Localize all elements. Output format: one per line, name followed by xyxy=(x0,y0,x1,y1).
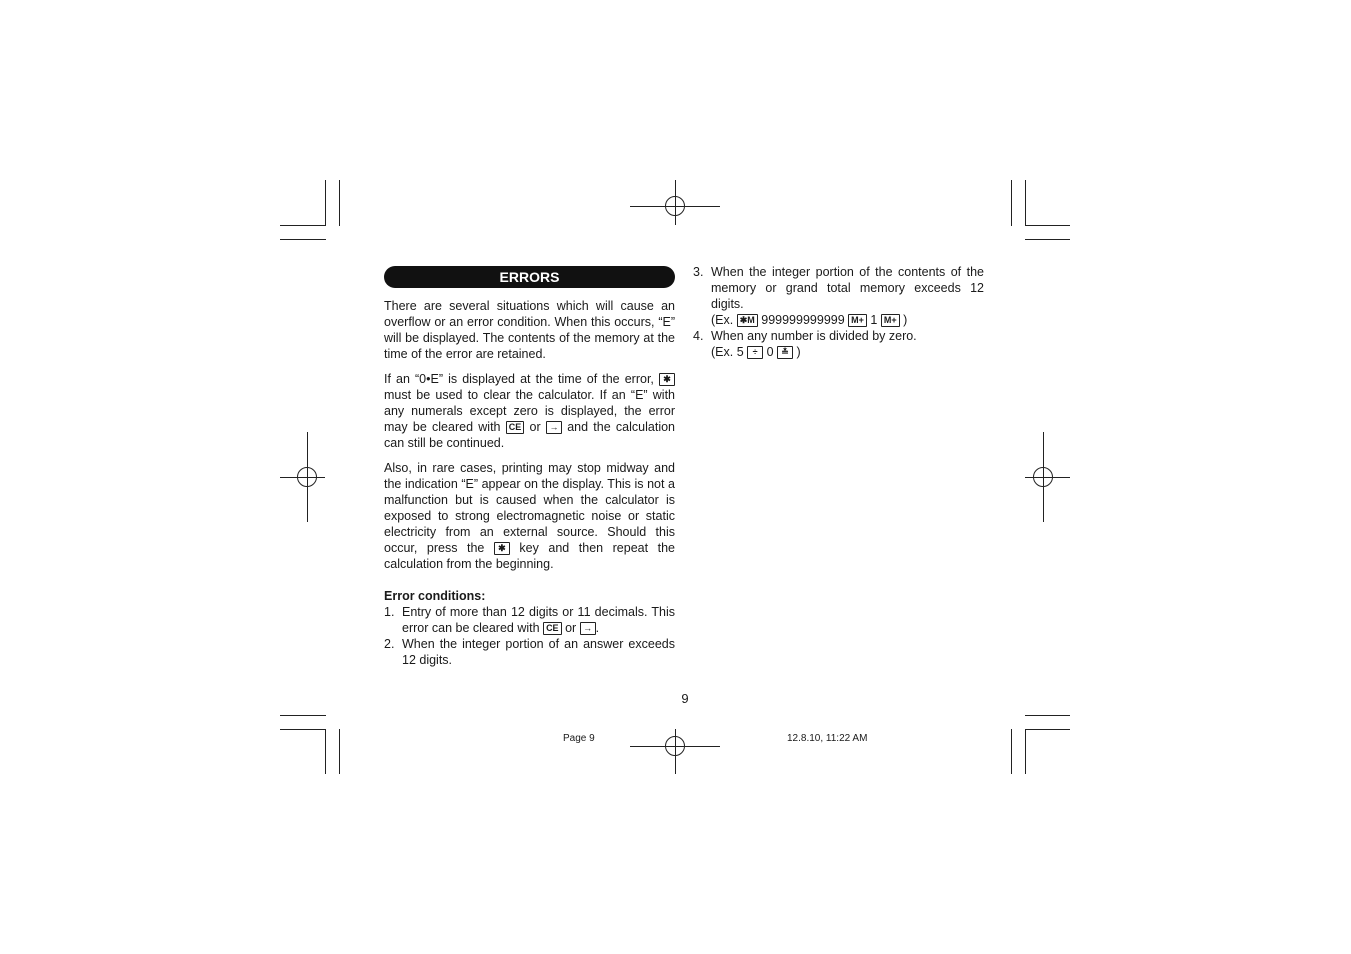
divide-key-icon: ÷ xyxy=(747,346,763,359)
clear-entry-key-icon: CE xyxy=(506,421,525,434)
paragraph-clear-instructions: If an “0•E” is displayed at the time of the error, ✱ must be used to clear the calculator. If an “E” with any numerals except zero is displayed, the error may be cleared with CE or → and the calculation can still be continued. xyxy=(384,372,676,450)
backspace-key-icon: → xyxy=(546,421,562,434)
crop-mark xyxy=(1025,180,1026,226)
memory-plus-key-icon: M+ xyxy=(848,314,867,327)
memory-plus-key-icon: M+ xyxy=(881,314,900,327)
crop-mark xyxy=(1025,729,1070,730)
conditions-list-right xyxy=(693,264,984,360)
list-item: 4. When any number is divided by zero. (Ex. 5 ÷ 0 ≛ ) xyxy=(693,328,984,360)
example-line: (Ex. ✱M 999999999999 M+ 1 M+ ) xyxy=(711,313,908,327)
footer-timestamp: 12.8.10, 11:22 AM xyxy=(787,733,868,744)
crop-mark xyxy=(1025,239,1070,240)
crop-mark xyxy=(325,729,326,774)
memory-clear-key-icon: ✱M xyxy=(737,314,758,327)
footer-page-label: Page 9 xyxy=(563,733,595,744)
crop-mark xyxy=(280,729,326,730)
paragraph-rare-cases: Also, in rare cases, printing may stop midway and the indication “E” appear on the display. This is not a malfunction but is caused when the calculator is exposed to strong electromagnetic noise or static electricity from an external source. Should this occur, press the ✱ key and then repeat the calculation from the beginning. xyxy=(384,461,675,571)
conditions-list-left xyxy=(384,604,675,668)
equals-key-icon: ≛ xyxy=(777,346,793,359)
crop-mark xyxy=(1025,729,1026,774)
crop-mark xyxy=(325,180,326,226)
paragraph-intro: There are several situations which will cause an overflow or an error condition. When this occurs, “E” will be displayed. The contents of the memory at the time of the error are retained. xyxy=(384,299,675,361)
clear-all-key-icon: ✱ xyxy=(659,373,675,386)
crop-mark xyxy=(280,715,326,716)
crop-mark xyxy=(339,729,340,774)
page-number: 9 xyxy=(681,691,689,706)
crop-mark xyxy=(280,239,326,240)
section-title: ERRORS xyxy=(384,266,675,288)
crop-mark xyxy=(1025,225,1070,226)
crop-mark xyxy=(280,225,326,226)
example-line: (Ex. 5 ÷ 0 ≛ ) xyxy=(711,345,801,359)
crop-mark xyxy=(339,180,340,226)
crop-mark xyxy=(1011,729,1012,774)
list-item: 2. When the integer portion of an answer exceeds 12 digits. xyxy=(384,637,675,667)
list-item: 3. When the integer portion of the contents of the memory or grand total memory exceeds 12 digits. (Ex. ✱M 999999999999 M+ 1 M+ ) xyxy=(693,265,984,327)
clear-all-key-icon: ✱ xyxy=(494,542,510,555)
conditions-heading: Error conditions: xyxy=(384,589,486,603)
crop-mark xyxy=(1011,180,1012,226)
crop-mark xyxy=(1025,715,1070,716)
backspace-key-icon: → xyxy=(580,622,596,635)
list-item: 1. Entry of more than 12 digits or 11 decimals. This error can be cleared with CE or → . xyxy=(384,605,675,635)
clear-entry-key-icon: CE xyxy=(543,622,562,635)
